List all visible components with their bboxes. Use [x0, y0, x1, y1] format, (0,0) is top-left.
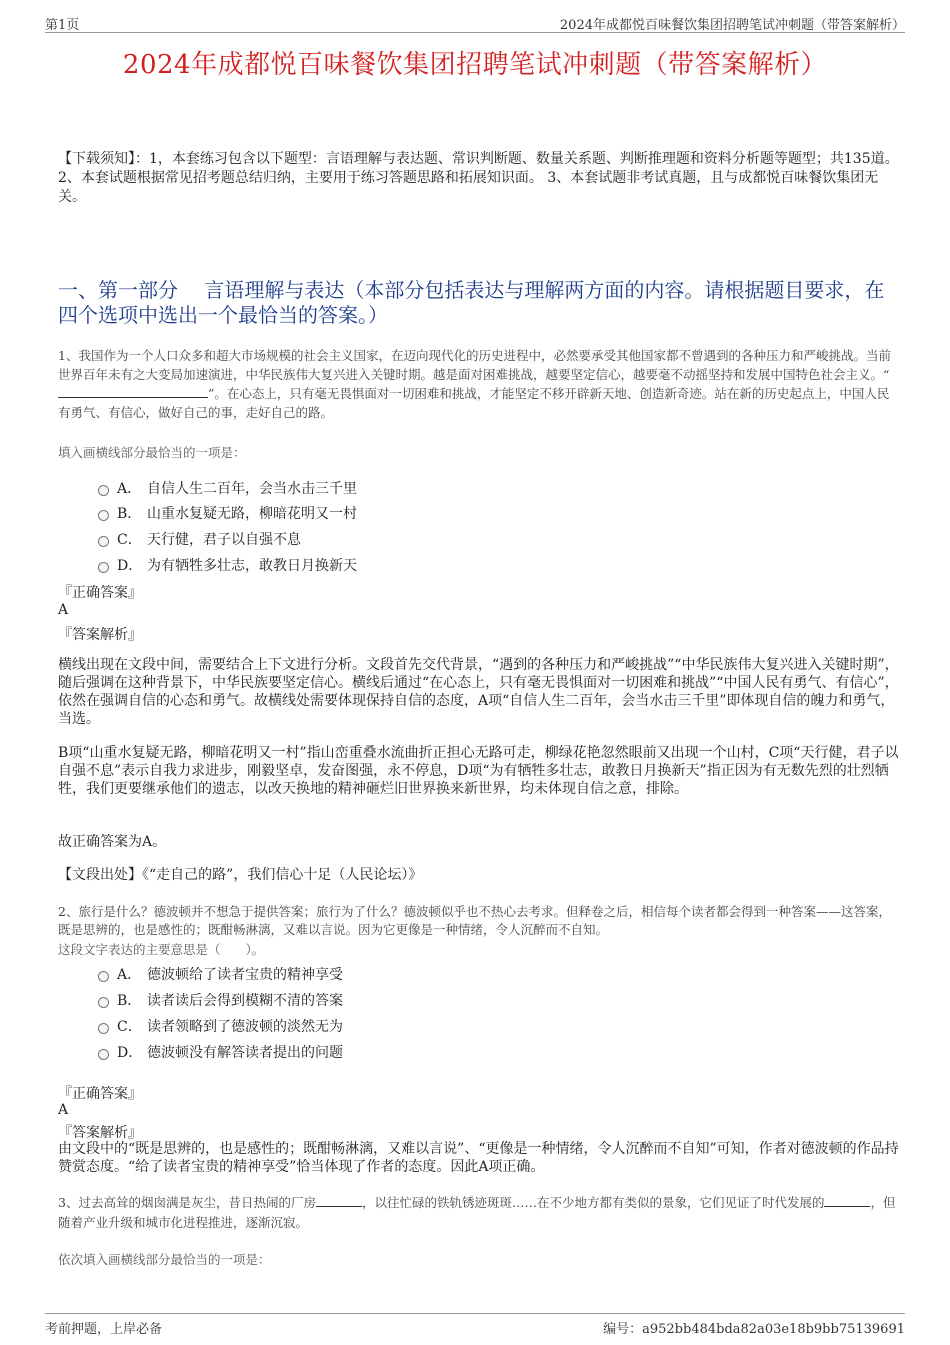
document-title: 2024年成都悦百味餐饮集团招聘笔试冲刺题（带答案解析）: [122, 50, 828, 80]
q1-analysis-label: 『答案解析』: [58, 627, 142, 643]
q2-option-b[interactable]: [98, 990, 343, 1010]
q2-analysis-label: 『答案解析』: [58, 1125, 142, 1141]
option-letter: A．: [117, 967, 142, 983]
q3-stem-a: 3、过去高耸的烟囱满是灰尘，昔日热闹的厂房: [58, 1195, 316, 1210]
q2-option-a[interactable]: [98, 964, 343, 984]
radio-icon[interactable]: [98, 1023, 109, 1034]
q1-option-a[interactable]: [98, 478, 357, 498]
option-letter: D．: [117, 558, 143, 574]
radio-icon[interactable]: [98, 562, 109, 573]
radio-icon[interactable]: [98, 485, 109, 496]
q1-option-b[interactable]: [98, 503, 357, 523]
q2-answer-label: 『正确答案』: [58, 1086, 142, 1102]
option-text: 山重水复疑无路，柳暗花明又一村: [147, 506, 357, 522]
q1-answer: A: [58, 602, 69, 618]
option-letter: B．: [117, 993, 142, 1009]
q3-blank-2: [824, 1194, 870, 1207]
footer-divider: [45, 1313, 905, 1314]
radio-icon[interactable]: [98, 510, 109, 521]
section-heading: 一、第一部分 言语理解与表达（本部分包括表达与理解两方面的内容。请根据题目要求，在四个选项中选出一个最恰当的答案。）: [58, 278, 885, 327]
q1-analysis-p1: 横线出现在文段中间，需要结合上下文进行分析。文段首先交代背景，“遇到的各种压力和严峻挑战”“中华民族伟大复兴进入关键时期”，随后强调在这种背景下，中华民族要坚定信心。横线后通过“在心态上，只有毫无畏惧面对一切困难和挑战”“中国人民有勇气、有信心”，依然在强调自信的心态和勇气。故横线处需要体现保持自信的态度，A项“自信人生二百年，会当水击三千里”即体现自信的魄力和勇气，当选。: [58, 657, 899, 727]
option-text: 为有牺牲多壮志，敢教日月换新天: [147, 558, 357, 574]
q3-stem-c: ，但随着产业升级和城市化进程推进，逐渐沉寂。: [58, 1195, 896, 1230]
q1-option-c[interactable]: [98, 529, 301, 549]
question-2-prompt: 这段文字表达的主要意思是（ ）。: [58, 942, 265, 957]
q1-analysis-p3: 故正确答案为A。: [58, 834, 167, 850]
q3-blank-1: [316, 1194, 362, 1207]
header-divider: [45, 32, 905, 33]
option-letter: A．: [117, 481, 142, 497]
running-header-title: 2024年成都悦百味餐饮集团招聘笔试冲刺题（带答案解析）: [559, 18, 905, 33]
q1-option-d[interactable]: [98, 555, 357, 575]
footer-slogan: 考前押题，上岸必备: [45, 1322, 163, 1337]
page-number: 第1页: [45, 18, 80, 33]
question-1-prompt: 填入画横线部分最恰当的一项是：: [58, 445, 246, 460]
q3-stem-b: ，以往忙碌的铁轨锈迹斑斑……在不少地方都有类似的景象，它们见证了时代发展的: [361, 1195, 825, 1210]
q1-stem-after: ”。在心态上，只有毫无畏惧面对一切困难和挑战，才能坚定不移开辟新天地、创造新奇迹。站在新的历史起点上，中国人民有勇气、有信心，做好自己的事，走好自己的路。: [58, 386, 890, 420]
question-3-stem: [58, 1193, 900, 1233]
q1-analysis-p2: B项“山重水复疑无路，柳暗花明又一村”指山峦重叠水流曲折正担心无路可走，柳绿花艳忽然眼前又出现一个山村，C项“天行健，君子以自强不息”表示自我力求进步，刚毅坚卓，发奋图强，永不停息，D项“为有牺牲多壮志，敢教日月换新天”指正因为有无数先烈的壮烈牺牲，我们更要继承他们的遗志，以改天换地的精神砸烂旧世界换来新世界，均未体现自信之意，排除。: [58, 745, 899, 797]
q1-source: 【文段出处】《“走自己的路”，我们信心十足（人民论坛）》: [58, 867, 423, 883]
option-letter: D．: [117, 1045, 143, 1061]
q1-answer-label: 『正确答案』: [58, 585, 142, 601]
option-text: 读者领略到了德波顿的淡然无为: [147, 1019, 343, 1035]
option-letter: C．: [117, 1019, 142, 1035]
q2-option-d[interactable]: [98, 1042, 343, 1062]
radio-icon[interactable]: [98, 536, 109, 547]
q1-stem-before: 1、我国作为一个人口众多和超大市场规模的社会主义国家，在迈向现代化的历史进程中，必然要承受其他国家都不曾遇到的各种压力和严峻挑战。当前世界百年未有之大变局加速演进，中华民族伟大复兴进入关键时期。越是面对困难挑战，越要坚定信心，越要毫不动摇坚持和发展中国特色社会主义。“: [58, 348, 891, 382]
q2-analysis: 由文段中的“既是思辨的，也是感性的；既酣畅淋漓，又难以言说”、“更像是一种情绪，令人沉醉而不自知”可知，作者对德波顿的作品持赞赏态度。“给了读者宝贵的精神享受”恰当体现了作者的态度。因此A项正确。: [58, 1141, 899, 1175]
question-1-stem: [58, 346, 900, 422]
radio-icon[interactable]: [98, 1049, 109, 1060]
q2-answer: A: [58, 1102, 69, 1118]
q1-blank: [58, 385, 208, 398]
question-2-stem: 2、旅行是什么？德波顿并不想急于提供答案；旅行为了什么？德波顿似乎也不热心去考求。但释卷之后，相信每个读者都会得到一种答案——这答案，既是思辨的，也是感性的；既酣畅淋漓，又难以言说。因为它更像是一种情绪，令人沉醉而不自知。: [58, 904, 891, 937]
option-text: 德波顿给了读者宝贵的精神享受: [147, 967, 343, 983]
q2-option-c[interactable]: [98, 1016, 343, 1036]
radio-icon[interactable]: [98, 997, 109, 1008]
option-text: 德波顿没有解答读者提出的问题: [147, 1045, 343, 1061]
question-3-prompt: 依次填入画横线部分最恰当的一项是：: [58, 1252, 271, 1267]
download-notice: 【下载须知】：1，本套练习包含以下题型：言语理解与表达题、常识判断题、数量关系题、判断推理题和资料分析题等题型；共135道。 2、本套试题根据常见招考题总结归纳，主要用于练习答题思路和拓展知识面。 3、本套试题非考试真题，且与成都悦百味餐饮集团无关。: [58, 151, 899, 205]
option-letter: C．: [117, 532, 142, 548]
option-letter: B．: [117, 506, 142, 522]
option-text: 读者读后会得到模糊不清的答案: [147, 993, 343, 1009]
option-text: 自信人生二百年，会当水击三千里: [147, 481, 357, 497]
document-id: 编号：a952bb484bda82a03e18b9bb75139691: [603, 1322, 905, 1337]
option-text: 天行健，君子以自强不息: [147, 532, 301, 548]
radio-icon[interactable]: [98, 971, 109, 982]
